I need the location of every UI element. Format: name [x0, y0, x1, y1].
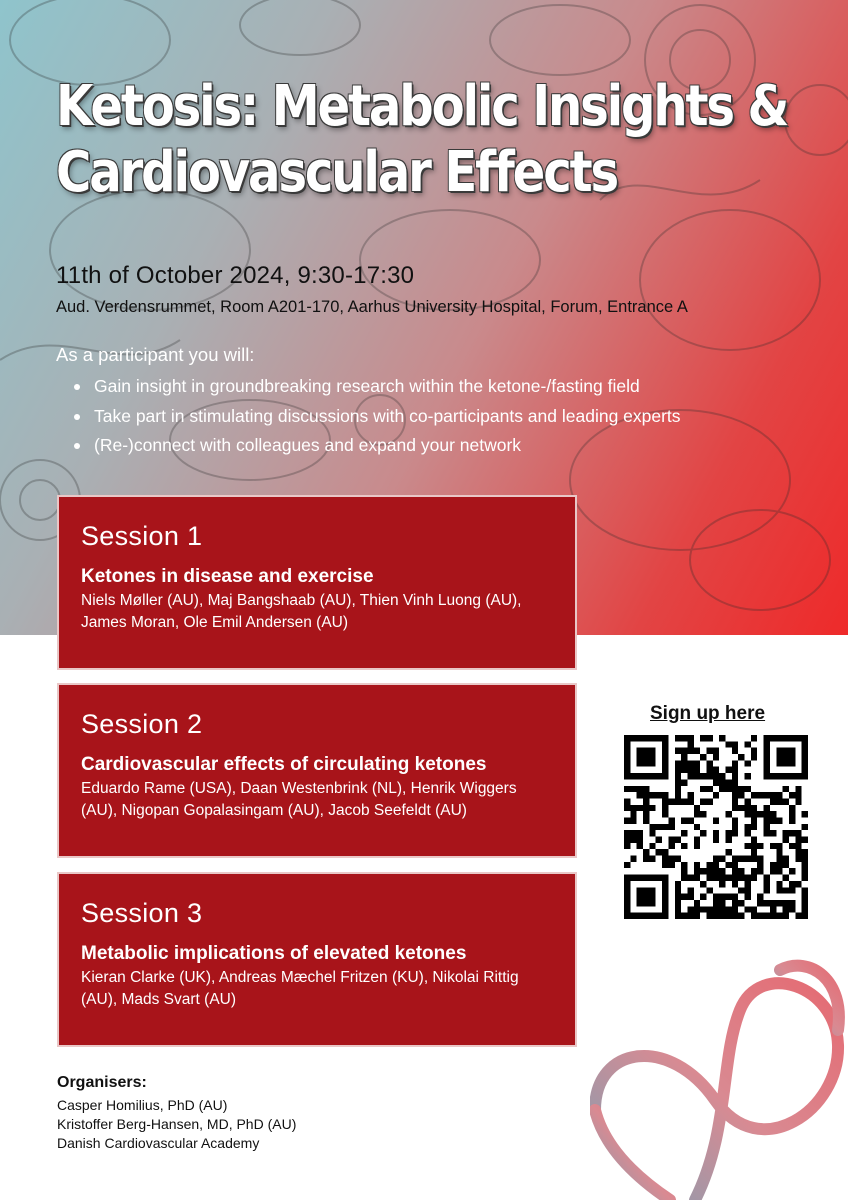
session-speakers: Niels Møller (AU), Maj Bangshaab (AU), Thien Vinh Luong (AU), James Moran, Ole Emil Andersen (AU) — [81, 592, 522, 631]
sign-up-link[interactable]: Sign up here — [650, 703, 766, 724]
participant-intro: As a participant you will: — [56, 344, 255, 365]
session-1-card — [57, 495, 577, 670]
session-speakers: Eduardo Rame (USA), Daan Westenbrink (NL), Henrik Wiggers (AU), Nigopan Gopalasingam (AU), Jacob Seefeldt (AU) — [81, 780, 517, 819]
benefit-item: (Re-)connect with colleagues and expand your network — [74, 431, 681, 461]
session-3-card — [57, 872, 577, 1047]
session-topic: Cardiovascular effects of circulating ketones — [81, 754, 487, 775]
session-title: Session 2 — [81, 709, 203, 739]
event-date: 11th of October 2024, 9:30-17:30 — [56, 262, 415, 289]
session-topic: Metabolic implications of elevated ketones — [81, 943, 467, 964]
session-speakers: Kieran Clarke (UK), Andreas Mæchel Fritzen (KU), Nikolai Rittig (AU), Mads Svart (AU) — [81, 969, 519, 1008]
session-topic: Ketones in disease and exercise — [81, 566, 374, 587]
benefit-item: Take part in stimulating discussions with co-participants and leading experts — [74, 402, 681, 432]
organiser-name: Danish Cardiovascular Academy — [57, 1135, 260, 1151]
heart-ribbon-logo — [590, 950, 848, 1200]
event-title-line-2: Cardiovascular Effects — [56, 140, 617, 205]
qr-code-icon[interactable] — [624, 735, 808, 919]
event-venue: Aud. Verdensrummet, Room A201-170, Aarhus University Hospital, Forum, Entrance A — [56, 298, 688, 316]
session-title: Session 3 — [81, 898, 203, 928]
organisers-section — [57, 1074, 296, 1153]
organiser-name: Casper Homilius, PhD (AU) — [57, 1097, 228, 1113]
participant-benefits-list — [74, 372, 681, 461]
benefit-item: Gain insight in groundbreaking research within the ketone-/fasting field — [74, 372, 681, 402]
session-2-card — [57, 683, 577, 858]
event-title-line-1: Ketosis: Metabolic Insights & — [56, 74, 788, 139]
session-title: Session 1 — [81, 521, 203, 551]
organisers-heading: Organisers: — [57, 1074, 147, 1091]
organiser-name: Kristoffer Berg-Hansen, MD, PhD (AU) — [57, 1116, 297, 1132]
event-title — [56, 74, 788, 206]
